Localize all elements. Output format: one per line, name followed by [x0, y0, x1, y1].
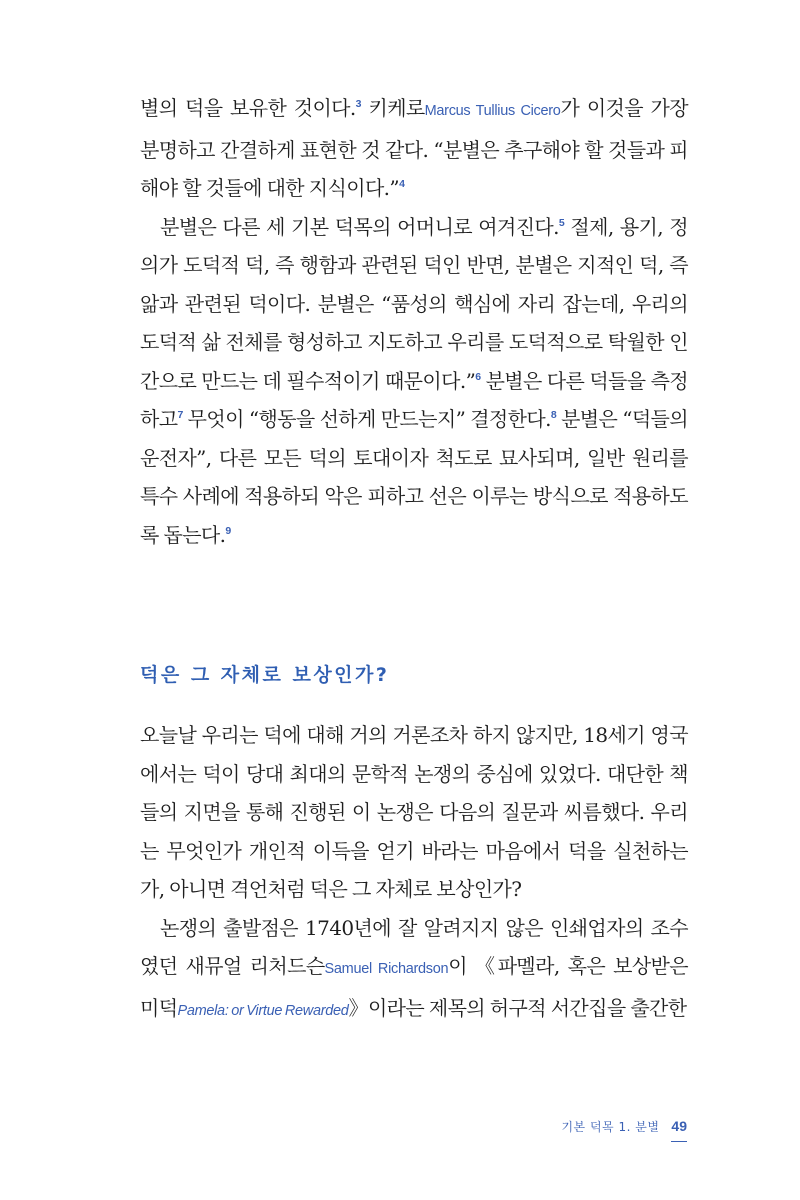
section-heading: 덕은 그 자체로 보상인가? [140, 664, 390, 686]
text-run: 분별은 다른 덕들을 측정하고 [140, 368, 689, 431]
footnote-ref-7: 7 [177, 409, 183, 421]
text-run: 논쟁의 출발점은 1740년에 잘 알려지지 않은 인쇄업자의 조수였던 새뮤얼 리처드슨 [140, 915, 688, 978]
page-number-underline [671, 1141, 687, 1142]
text-run: 오늘날 우리는 덕에 대해 거의 거론조차 하지 않지만, 18세기 영국에서는 덕이 당대 최대의 문학적 논쟁의 중심에 있었다. 대단한 책들의 지면을 통해 진행된 이 논쟁은 다음의 질문과 씨름했다. 우리는 무엇인가 개인적 이득을 얻기 바라는 마음에서 덕을 실천하는가, 아니면 격언처럼 덕은 그 자체로 보상인가? [140, 723, 688, 901]
paragraph-3 [140, 716, 688, 909]
english-title-pamela: Pamela: or Virtue Rewarded [177, 1002, 349, 1019]
running-head: 기본 덕목 1. 분별 [561, 1120, 660, 1134]
paragraph-1 [140, 89, 688, 208]
page-number [671, 1118, 687, 1134]
footnote-ref-9: 9 [225, 524, 231, 537]
text-run: 별의 덕을 보유한 것이다. [140, 96, 356, 120]
page-number-text: 49 [671, 1118, 687, 1134]
text-run: 분별은 다른 세 기본 덕목의 어머니로 여겨진다. [160, 214, 559, 239]
english-name-cicero: Marcus Tullius Cicero [424, 103, 561, 119]
footnote-ref-3: 3 [355, 98, 361, 110]
text-run: 이 《파멜라, 혹은 보상받은 미덕 [140, 954, 688, 1020]
footnote-ref-8: 8 [550, 409, 557, 421]
footnote-ref-6: 6 [475, 370, 481, 383]
text-run: 분별은 “덕들의 운전자”, 다른 모든 덕의 토대이자 척도로 묘사되며, 일반 원리를 특수 사례에 적용하되 악은 피하고 선은 이루는 방식으로 적용하도록 돕는다. [140, 407, 688, 547]
footnote-ref-4: 4 [399, 178, 405, 190]
text-run: 무엇이 “행동을 선하게 만드는지” 결정한다. [182, 407, 551, 431]
footnote-ref-5: 5 [558, 216, 565, 229]
english-name-richardson: Samuel Richardson [324, 961, 449, 977]
paragraph-4 [140, 909, 688, 1031]
body-text-upper [140, 89, 688, 554]
page-footer [561, 1118, 687, 1135]
text-run: 키케로 [360, 96, 425, 120]
text-run: 가 이것을 가장 분명하고 간결하게 표현한 것 같다. “분별은 추구해야 할 것들과 피해야 할 것들에 대한 지식이다.” [140, 96, 688, 200]
paragraph-2 [140, 208, 688, 555]
body-text-lower [140, 716, 688, 1030]
text-run: 》이라는 제목의 허구적 서간집을 출간한 [348, 995, 687, 1020]
text-run: 절제, 용기, 정의가 도덕적 덕, 즉 행함과 관련된 덕인 반면, 분별은 지적인 덕, 즉 앎과 관련된 덕이다. 분별은 “품성의 핵심에 자리 잡는데, 우리의 도덕적 삶 전체를 형성하고 지도하고 우리를 도덕적으로 탁월한 인간으로 만드는 데 필수적이기 때문이다.” [140, 214, 689, 393]
